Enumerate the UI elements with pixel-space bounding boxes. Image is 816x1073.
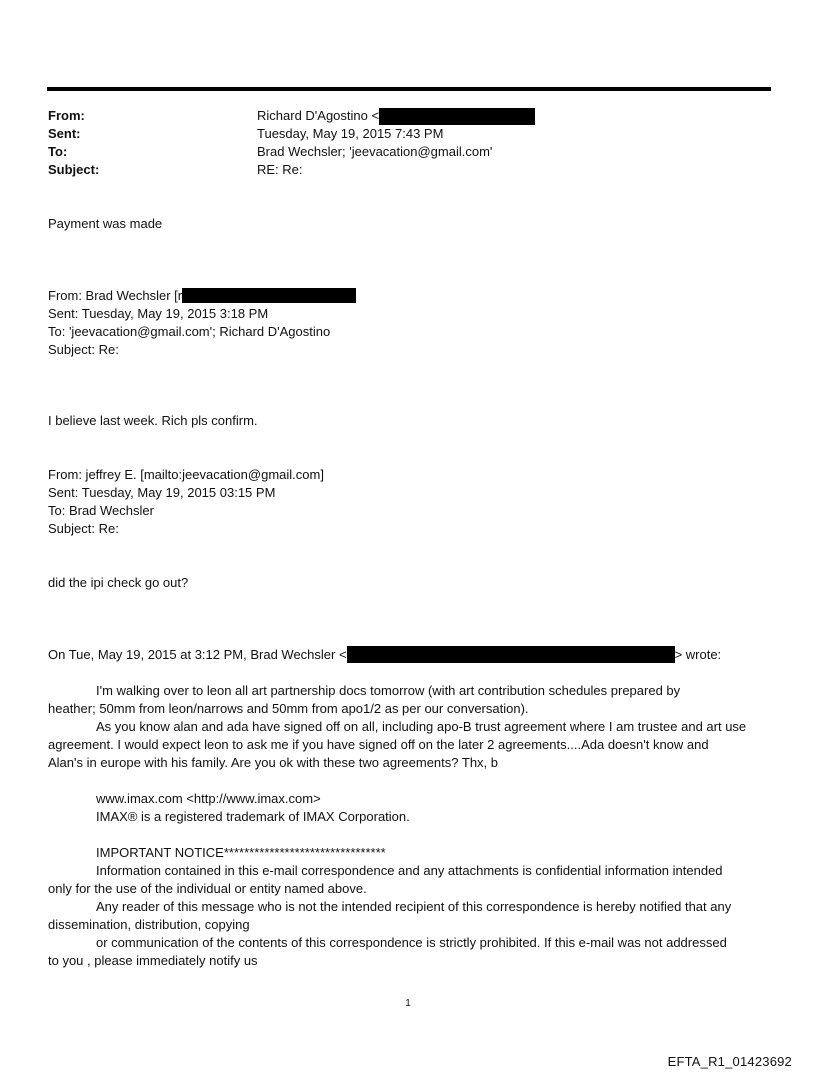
sent-label: Sent: [48,126,81,141]
quote1-from [48,287,356,305]
notice-line: Information contained in this e-mail correspondence and any attachments is confidential information intended [96,863,723,878]
to-label: To: [48,144,68,159]
from-label: From: [48,108,85,123]
subject-value: RE: Re: [257,162,303,177]
on-wrote-line [48,646,721,664]
reply-text: Payment was made [48,216,163,231]
quote1-subject: Subject: Re: [48,342,119,357]
imax-link[interactable]: www.imax.com <http://www.imax.com> [96,791,321,806]
notice-line: or communication of the contents of this correspondence is strictly prohibited. If this e-mail was not addressed [96,935,727,950]
page-number: 1 [405,998,411,1009]
quote1-to: To: 'jeevacation@gmail.com'; Richard D'Agostino [48,324,331,339]
quote2-to: To: Brad Wechsler [48,503,154,518]
quote2-sent: Sent: Tuesday, May 19, 2015 03:15 PM [48,485,276,500]
from-name: Richard D'Agostino < [257,108,380,123]
quote1-from-tail: r [177,288,183,303]
reply-text: did the ipi check go out? [48,575,189,590]
notice-line: to you , please immediately notify us [48,953,258,968]
on-wrote-prefix: On Tue, May 19, 2015 at 3:12 PM, Brad Wechsler < [48,647,347,662]
notice-line: only for the use of the individual or entity named above. [48,881,367,896]
on-wrote-suffix: > wrote: [674,647,722,662]
to-value: Brad Wechsler; 'jeevacation@gmail.com' [257,144,493,159]
para1-line: I'm walking over to leon all art partnership docs tomorrow (with art contribution schedules prepared by [96,683,681,698]
subject-label: Subject: [48,162,100,177]
bates-number: EFTA_R1_01423692 [667,1054,792,1069]
reply-text: I believe last week. Rich pls confirm. [48,413,258,428]
para2-line: As you know alan and ada have signed off on all, including apo-B trust agreement where I am trustee and art use [96,719,747,734]
notice-line: dissemination, distribution, copying [48,917,250,932]
sent-value: Tuesday, May 19, 2015 7:43 PM [257,126,444,141]
from-value [257,107,535,125]
para2-line: agreement. I would expect leon to ask me if you have signed off on the later 2 agreements....Ada doesn't know and [48,737,709,752]
quote2-subject: Subject: Re: [48,521,119,536]
notice-title: IMPORTANT NOTICE******************************** [96,845,386,860]
notice-line: Any reader of this message who is not the intended recipient of this correspondence is hereby notified that any [96,899,732,914]
para1-line: heather; 50mm from leon/narrows and 50mm from apo1/2 as per our conversation). [48,701,529,716]
redaction-box [379,108,535,125]
quote1-sent: Sent: Tuesday, May 19, 2015 3:18 PM [48,306,269,321]
header-rule [47,87,771,91]
quote2-from: From: jeffrey E. [mailto:jeevacation@gmail.com] [48,467,324,482]
redaction-box [347,646,675,663]
redaction-box [182,288,356,303]
para2-line: Alan's in europe with his family. Are you ok with these two agreements? Thx, b [48,755,499,770]
quote1-from-text: From: Brad Wechsler [ [48,288,178,303]
imax-trademark: IMAX® is a registered trademark of IMAX Corporation. [96,809,410,824]
